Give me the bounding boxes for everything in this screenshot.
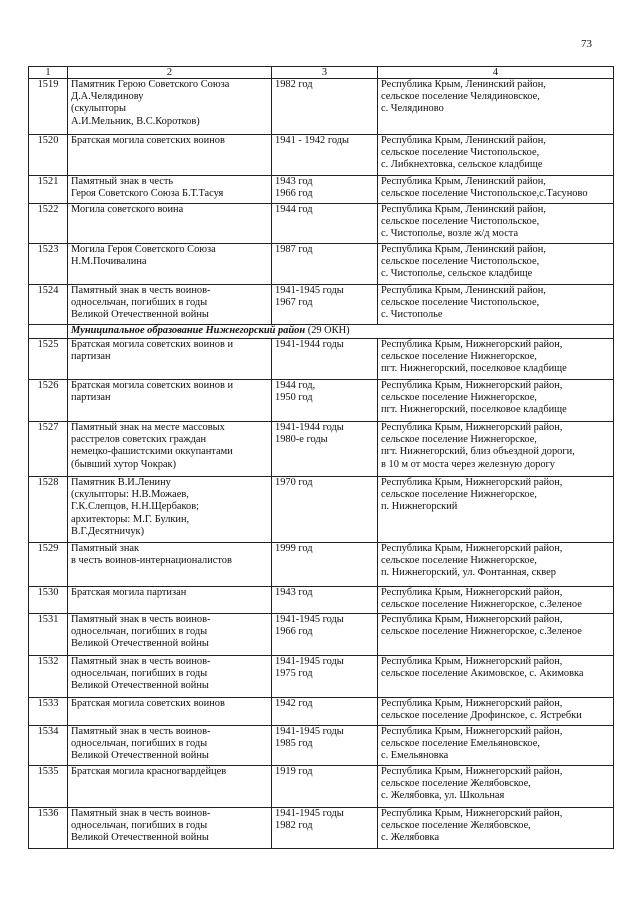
- heritage-registry-table: [28, 66, 614, 849]
- row-number: 1524: [29, 285, 68, 325]
- object-location: Республика Крым, Нижнегорский район, сельское поселение Нижнегорское, п. Нижнегорский, ул. Фонтанная, сквер: [378, 543, 614, 587]
- table-row: [29, 698, 614, 726]
- object-location: Республика Крым, Нижнегорский район, сельское поселение Желябовское, с. Желябовка: [378, 808, 614, 849]
- column-header-2: 2: [68, 67, 272, 79]
- row-number: 1529: [29, 543, 68, 587]
- object-name: Братская могила советских воинов и партизан: [68, 380, 272, 422]
- row-number: 1526: [29, 380, 68, 422]
- row-number: 1531: [29, 614, 68, 656]
- object-location: Республика Крым, Нижнегорский район, сельское поселение Нижнегорское, пгт. Нижнегорский, поселковое кладбище: [378, 380, 614, 422]
- object-date: 1941-1945 годы 1967 год: [272, 285, 378, 325]
- table-row: [29, 614, 614, 656]
- table-row: [29, 285, 614, 325]
- object-location: Республика Крым, Нижнегорский район, сельское поселение Нижнегорское, пгт. Нижнегорский, поселковое кладбище: [378, 339, 614, 380]
- table-row: [29, 339, 614, 380]
- object-location: Республика Крым, Нижнегорский район, сельское поселение Нижнегорское, с.Зеленое: [378, 587, 614, 614]
- section-count: (29 ОКН): [307, 325, 350, 336]
- row-number: 1534: [29, 726, 68, 766]
- table-row: [29, 656, 614, 698]
- column-header-4: 4: [378, 67, 614, 79]
- object-name: Памятный знак в честь Героя Советского Союза Б.Т.Тасуя: [68, 176, 272, 204]
- table-row: [29, 808, 614, 849]
- table-row: [29, 79, 614, 135]
- table-row: [29, 587, 614, 614]
- object-name: Памятный знак в честь воинов- односельчан, погибших в годы Великой Отечественной войны: [68, 726, 272, 766]
- object-name: Памятник В.И.Ленину (скульпторы: Н.В.Можаев, Г.К.Слепцов, Н.Н.Щербаков; архитекторы: М.Г. Булкин, В.Г.Десятничук): [68, 477, 272, 543]
- object-location: Республика Крым, Нижнегорский район, сельское поселение Нижнегорское, пгт. Нижнегорский, близ объездной дороги, в 10 м от моста через железную дорогу: [378, 422, 614, 477]
- column-number-header: [29, 67, 614, 79]
- object-name: Братская могила красногвардейцев: [68, 766, 272, 808]
- object-date: 1944 год: [272, 204, 378, 244]
- table-row: [29, 176, 614, 204]
- table-row: [29, 422, 614, 477]
- row-number: 1522: [29, 204, 68, 244]
- table-row: [29, 766, 614, 808]
- object-name: Памятный знак в честь воинов- односельчан, погибших в годы Великой Отечественной войны: [68, 808, 272, 849]
- column-header-1: 1: [29, 67, 68, 79]
- object-date: 1941 - 1942 годы: [272, 135, 378, 176]
- object-name: Памятный знак в честь воинов- односельчан, погибших в годы Великой Отечественной войны: [68, 285, 272, 325]
- section-heading-row: [29, 325, 614, 339]
- table-row: [29, 244, 614, 285]
- row-number: 1535: [29, 766, 68, 808]
- object-location: Республика Крым, Нижнегорский район, сельское поселение Емельяновское, с. Емельяновка: [378, 726, 614, 766]
- object-date: 1943 год: [272, 587, 378, 614]
- object-location: Республика Крым, Ленинский район, сельское поселение Челядиновское, с. Челядиново: [378, 79, 614, 135]
- object-date: 1970 год: [272, 477, 378, 543]
- object-location: Республика Крым, Нижнегорский район, сельское поселение Нижнегорское, с.Зеленое: [378, 614, 614, 656]
- object-name: Могила Героя Советского Союза Н.М.Почивалина: [68, 244, 272, 285]
- object-location: Республика Крым, Нижнегорский район, сельское поселение Акимовское, с. Акимовка: [378, 656, 614, 698]
- object-date: 1941-1945 годы 1966 год: [272, 614, 378, 656]
- object-name: Памятный знак в честь воинов- односельчан, погибших в годы Великой Отечественной войны: [68, 656, 272, 698]
- object-date: 1987 год: [272, 244, 378, 285]
- object-date: 1944 год, 1950 год: [272, 380, 378, 422]
- object-date: 1941-1944 годы: [272, 339, 378, 380]
- table-row: [29, 380, 614, 422]
- object-name: Братская могила партизан: [68, 587, 272, 614]
- table-row: [29, 204, 614, 244]
- row-number: 1530: [29, 587, 68, 614]
- object-location: Республика Крым, Ленинский район, сельское поселение Чистопольское, с. Чистополье: [378, 285, 614, 325]
- object-name: Памятный знак на месте массовых расстрелов советских граждан немецко-фашистскими оккупантами (бывший хутор Чокрак): [68, 422, 272, 477]
- row-number: 1532: [29, 656, 68, 698]
- section-title: Муниципальное образование Нижнегорский район: [71, 325, 306, 336]
- row-number: 1523: [29, 244, 68, 285]
- object-location: Республика Крым, Ленинский район, сельское поселение Чистопольское, с. Либкнехтовка, сельское кладбище: [378, 135, 614, 176]
- row-number: 1525: [29, 339, 68, 380]
- row-number: 1521: [29, 176, 68, 204]
- table-row: [29, 477, 614, 543]
- section-heading: [68, 325, 614, 339]
- object-date: 1919 год: [272, 766, 378, 808]
- object-location: Республика Крым, Нижнегорский район, сельское поселение Дрофинское, с. Ястребки: [378, 698, 614, 726]
- row-number: 1528: [29, 477, 68, 543]
- object-date: 1943 год 1966 год: [272, 176, 378, 204]
- row-number: 1536: [29, 808, 68, 849]
- object-date: 1982 год: [272, 79, 378, 135]
- row-number: 1519: [29, 79, 68, 135]
- object-location: Республика Крым, Ленинский район, сельское поселение Чистопольское, с. Чистополье, возле ж/д моста: [378, 204, 614, 244]
- row-number: 1533: [29, 698, 68, 726]
- object-date: 1999 год: [272, 543, 378, 587]
- object-name: Памятник Герою Советского Союза Д.А.Челядинову (скульпторы А.И.Мельник, В.С.Коротков): [68, 79, 272, 135]
- object-location: Республика Крым, Нижнегорский район, сельское поселение Нижнегорское, п. Нижнегорский: [378, 477, 614, 543]
- object-date: 1941-1945 годы 1982 год: [272, 808, 378, 849]
- object-date: 1941-1945 годы 1975 год: [272, 656, 378, 698]
- table-row: [29, 726, 614, 766]
- object-name: Памятный знак в честь воинов- односельчан, погибших в годы Великой Отечественной войны: [68, 614, 272, 656]
- object-name: Братская могила советских воинов: [68, 698, 272, 726]
- object-name: Братская могила советских воинов: [68, 135, 272, 176]
- object-name: Могила советского воина: [68, 204, 272, 244]
- page-number: 73: [581, 38, 592, 50]
- row-number: 1527: [29, 422, 68, 477]
- object-location: Республика Крым, Ленинский район, сельское поселение Чистопольское, с. Чистополье, сельское кладбище: [378, 244, 614, 285]
- table-row: [29, 135, 614, 176]
- object-date: 1942 год: [272, 698, 378, 726]
- table-row: [29, 543, 614, 587]
- object-location: Республика Крым, Нижнегорский район, сельское поселение Желябовское, с. Желябовка, ул. Школьная: [378, 766, 614, 808]
- object-name: Братская могила советских воинов и партизан: [68, 339, 272, 380]
- object-location: Республика Крым, Ленинский район, сельское поселение Чистопольское,с.Тасуново: [378, 176, 614, 204]
- object-date: 1941-1944 годы 1980-е годы: [272, 422, 378, 477]
- column-header-3: 3: [272, 67, 378, 79]
- object-name: Памятный знак в честь воинов-интернационалистов: [68, 543, 272, 587]
- row-number: 1520: [29, 135, 68, 176]
- object-date: 1941-1945 годы 1985 год: [272, 726, 378, 766]
